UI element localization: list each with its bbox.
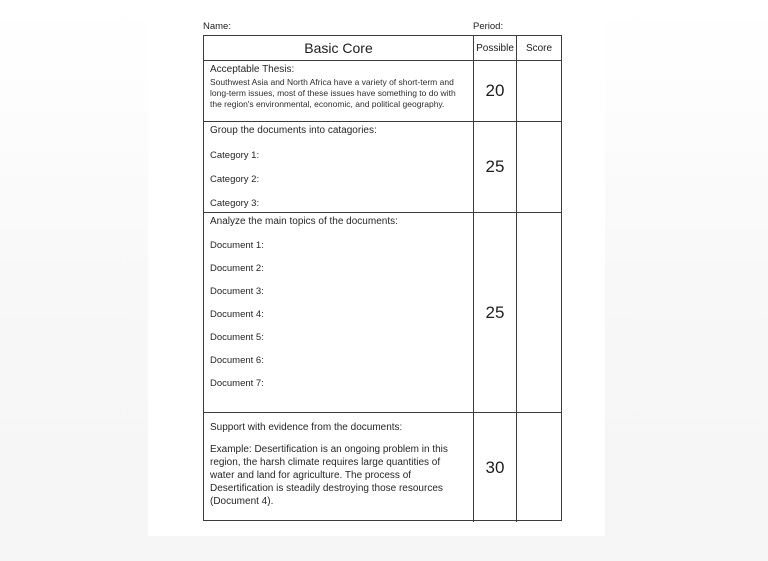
documents-cell — [204, 213, 474, 413]
header-cell-score — [517, 36, 561, 61]
possible-cell-documents — [474, 213, 517, 413]
score-cell-evidence — [517, 413, 561, 522]
rubric-table — [203, 35, 562, 521]
name-label: Name: — [203, 21, 231, 32]
possible-value: 30 — [485, 457, 505, 477]
possible-value: 20 — [485, 81, 505, 100]
possible-cell-thesis — [474, 61, 517, 122]
evidence-title: Support with evidence from the documents: — [210, 422, 403, 433]
evidence-paragraph: Example: Desertification is an ongoing problem in this region, the harsh climate requires large quantities of water and land for agriculture. The process of Desertification is steadily destroying those resources (Document 4). — [210, 444, 448, 507]
document-line: Document 4: — [210, 309, 264, 320]
category-line: Category 1: — [210, 150, 260, 161]
document-line: Document 1: — [210, 240, 264, 251]
score-cell-thesis — [517, 61, 561, 122]
document-line: Document 2: — [210, 263, 264, 274]
thesis-title: Acceptable Thesis: — [210, 64, 295, 75]
document-page — [148, 0, 605, 536]
thesis-cell — [204, 61, 474, 122]
table-title: Basic Core — [304, 40, 373, 56]
documents-title: Analyze the main topics of the documents: — [210, 216, 398, 227]
score-cell-documents — [517, 213, 561, 413]
possible-cell-categories — [474, 122, 517, 213]
header-cell-possible — [474, 36, 517, 61]
categories-title: Group the documents into catagories: — [210, 125, 377, 136]
possible-value: 25 — [485, 157, 505, 176]
score-cell-categories — [517, 122, 561, 213]
score-column-header: Score — [525, 42, 553, 54]
possible-column-header: Possible — [476, 42, 514, 54]
categories-cell — [204, 122, 474, 213]
possible-cell-evidence — [474, 413, 517, 522]
category-line: Category 2: — [210, 174, 260, 185]
document-line: Document 6: — [210, 355, 264, 366]
header-cell-basic-core — [204, 36, 474, 61]
document-line: Document 7: — [210, 378, 264, 389]
category-line: Category 3: — [210, 198, 260, 209]
possible-value: 25 — [485, 302, 505, 322]
period-label: Period: — [473, 21, 504, 32]
document-line: Document 5: — [210, 332, 264, 343]
thesis-paragraph: Southwest Asia and North Africa have a variety of short-term and long-term issues, most of these issues have something to do with the region's environmental, economic, and political geography. — [210, 77, 456, 109]
evidence-cell — [204, 413, 474, 522]
document-line: Document 3: — [210, 286, 264, 297]
